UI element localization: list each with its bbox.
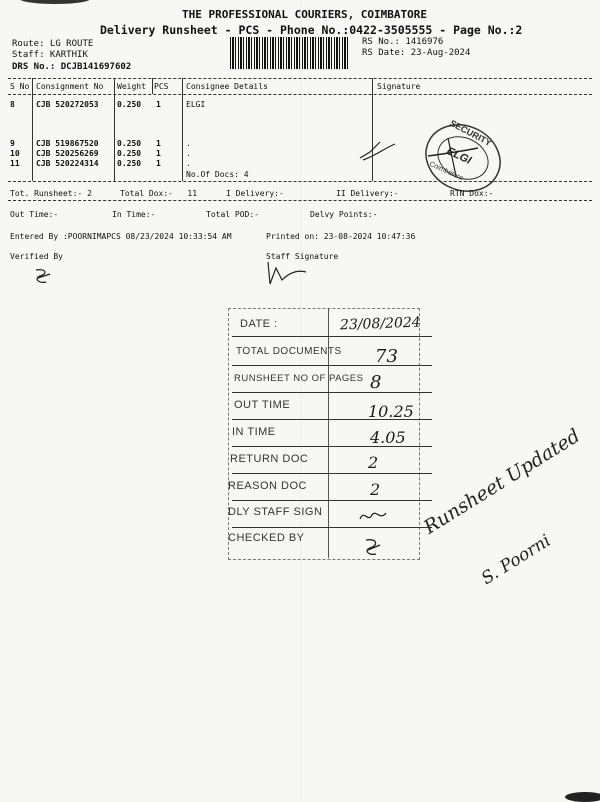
entered-by: Entered By :POORNIMAPCS 08/23/2024 10:33:54 AM <box>10 232 232 241</box>
stamp-label-in-time: IN TIME <box>232 426 276 438</box>
stamp-label-total-docs: TOTAL DOCUMENTS <box>236 346 342 357</box>
verified-by: Verified By <box>10 252 63 261</box>
stamp-label-checked-by: CHECKED BY <box>228 532 305 544</box>
stamp-row-line <box>232 527 432 528</box>
table-row-weight: 0.250 <box>117 159 142 168</box>
seal-text-bottom: Coimbatore <box>428 160 464 183</box>
stamp-label-pages: RUNSHEET NO OF PAGES <box>234 373 364 384</box>
in-time: In Time:- <box>112 210 156 219</box>
stamp-value-total-docs: 73 <box>375 346 398 367</box>
table-row-details: . <box>186 159 191 168</box>
table-row-pcs: 1 <box>156 149 161 158</box>
route-label: Route: LG ROUTE <box>12 39 94 49</box>
table-row-cons: CJB 520256269 <box>36 149 99 158</box>
printed-on: Printed on: 23-08-2024 10:47:36 <box>266 232 416 241</box>
paper-crease <box>300 0 301 800</box>
col-divider-1 <box>32 78 33 181</box>
handwritten-note-line1: Runsheet Updated <box>420 424 585 539</box>
handwritten-note-line2: S. Poorni <box>478 530 555 589</box>
th-sno: S No <box>10 82 30 91</box>
staff-signature: Staff Signature <box>266 252 339 261</box>
table-row-sno: 11 <box>10 159 20 168</box>
stamp-value-return-doc: 2 <box>368 453 379 472</box>
col-divider-3 <box>152 78 153 94</box>
stamp-label-date: DATE : <box>240 318 278 330</box>
total-dox: Total Dox:- 11 <box>120 189 198 198</box>
stamp-row-line <box>232 500 432 501</box>
table-row-cons: CJB 520272053 <box>36 100 99 109</box>
rtn-dox: RTN Dox:- <box>450 189 494 198</box>
corner-smudge <box>20 0 90 4</box>
stamp-value-in-time: 4.05 <box>370 428 406 447</box>
tot-runsheet: Tot. Runsheet:- 2 <box>10 189 92 198</box>
stamp-value-out-time: 10.25 <box>368 402 414 421</box>
ii-delivery: II Delivery:- <box>336 189 399 198</box>
stamp-row-line <box>232 336 432 337</box>
stamp-label-return-doc: RETURN DOC <box>230 453 309 465</box>
stamp-value-pages: 8 <box>370 372 382 393</box>
table-row-sno: 10 <box>10 149 20 158</box>
seal-text-top: SECURITY <box>448 117 494 149</box>
table-row-pcs: 1 <box>156 139 161 148</box>
barcode <box>230 37 350 69</box>
rs-number: RS No.: 1416976 <box>362 37 444 47</box>
verified-signature <box>32 264 56 288</box>
stamp-row-line <box>232 473 432 474</box>
stamp-label-out-time: OUT TIME <box>234 399 291 411</box>
no-of-docs: No.Of Docs: 4 <box>186 170 249 179</box>
th-consignee: Consignee Details <box>186 82 268 91</box>
th-pcs: PCS <box>154 82 169 91</box>
seal-text-center: ELGI <box>444 145 474 167</box>
staff-label: Staff: KARTHIK <box>12 50 88 60</box>
th-weight: Weight <box>117 82 146 91</box>
table-row-weight: 0.250 <box>117 149 142 158</box>
rs-date: RS Date: 23-Aug-2024 <box>362 48 471 58</box>
table-row-details: . <box>186 139 191 148</box>
col-divider-4 <box>182 78 183 181</box>
stamp-label-reason-doc: REASON DOC <box>228 480 307 492</box>
table-row-cons: CJB 519867520 <box>36 139 99 148</box>
stamp-value-reason-doc: 2 <box>370 480 381 499</box>
out-time: Out Time:- <box>10 210 59 219</box>
total-pod: Total POD:- <box>206 210 259 219</box>
stamp-value-date: 23/08/2024 <box>339 314 421 334</box>
corner-smudge-bottom <box>565 792 600 802</box>
i-delivery: I Delivery:- <box>226 189 284 198</box>
drs-number: DRS No.: DCJB141697602 <box>12 62 132 72</box>
runsheet-subtitle: Delivery Runsheet - PCS - Phone No.:0422-3505555 - Page No.:2 <box>100 23 523 37</box>
table-row-details: . <box>186 149 191 158</box>
table-row-cons: CJB 520224314 <box>36 159 99 168</box>
stamp-staff-signature <box>356 505 392 527</box>
th-consignment: Consignment No <box>36 82 104 91</box>
stamp-row-line <box>232 365 432 366</box>
staff-signature-scribble <box>262 258 310 288</box>
table-row-sno: 8 <box>10 100 15 109</box>
stamp-label-staff-sign: DLY STAFF SIGN <box>228 506 323 518</box>
col-divider-2 <box>114 78 115 181</box>
table-row-weight: 0.250 <box>117 100 142 109</box>
stamp-checked-signature <box>360 534 386 560</box>
table-row-pcs: 1 <box>156 100 161 109</box>
company-title: THE PROFESSIONAL COURIERS, COIMBATORE <box>182 8 428 21</box>
signature-scribble <box>355 130 415 170</box>
th-signature: Signature <box>377 82 421 91</box>
delvy-points: Delvy Points:- <box>310 210 378 219</box>
table-row-weight: 0.250 <box>117 139 142 148</box>
stamp-row-line <box>232 392 432 393</box>
table-row-pcs: 1 <box>156 159 161 168</box>
table-row-details: ELGI <box>186 100 206 109</box>
table-row-sno: 9 <box>10 139 15 148</box>
